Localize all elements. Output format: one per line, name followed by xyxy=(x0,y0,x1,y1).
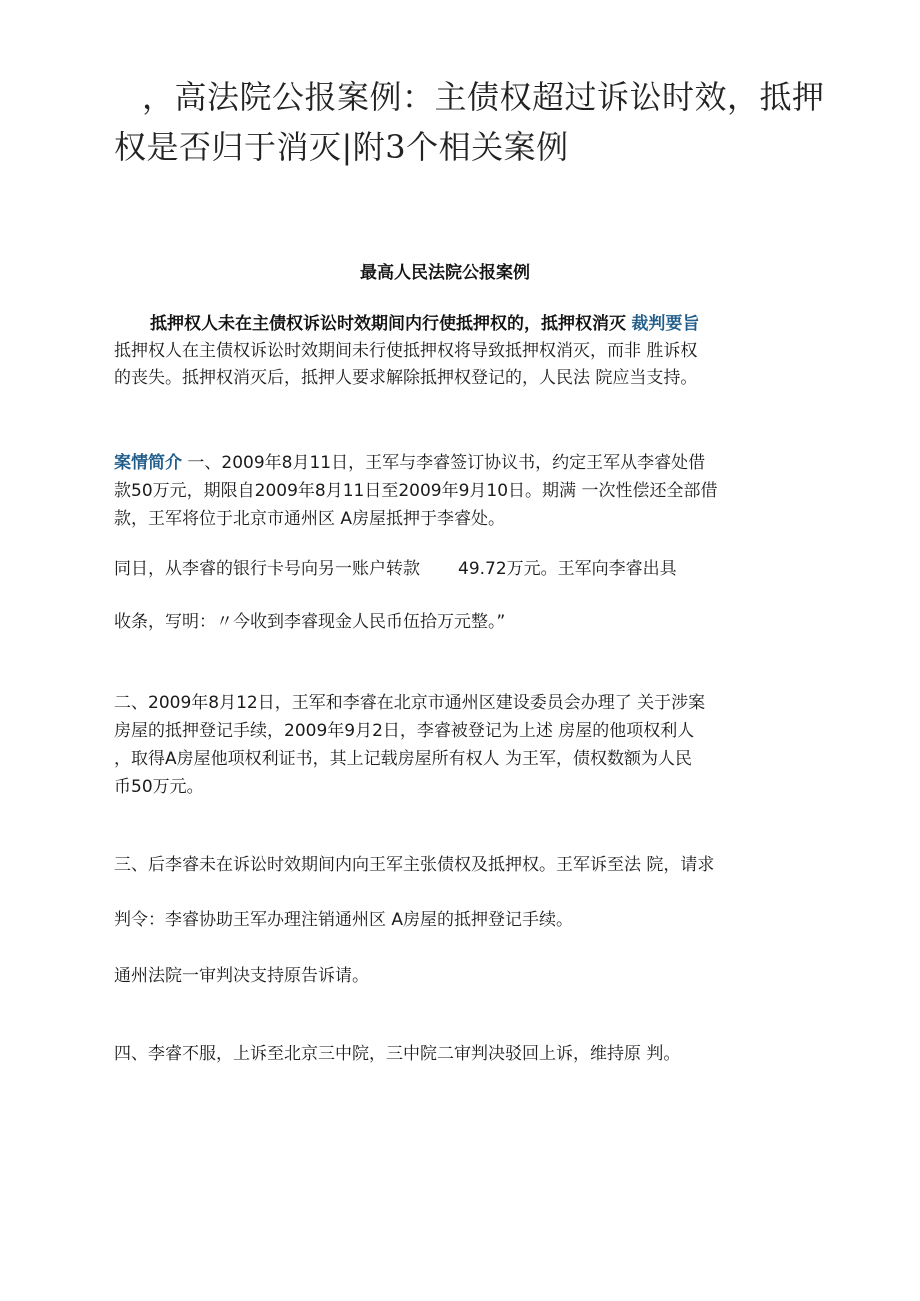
case-p2-b: 49.72万元。王军向李睿出具 xyxy=(458,559,677,579)
case-p2-a: 同日，从李睿的银行卡号向另一账户转款 xyxy=(114,559,420,579)
case-p4-line-1: 二、2009年8月12日，王军和李睿在北京市通州区建设委员会办理了 关于涉案 xyxy=(114,693,706,713)
gist-line-1: 抵押权人在主债权诉讼时效期间未行使抵押权将导致抵押权消灭，而非 胜诉权 xyxy=(114,341,698,361)
case-p4-line-2: 房屋的抵押登记手续，2009年9月2日，李睿被登记为上述 房屋的他项权利人 xyxy=(114,721,695,741)
title-line-2: 权是否归于消灭|附3个相关案例 xyxy=(114,128,569,166)
case-p7: 通州法院一审判决支持原告诉请。 xyxy=(114,966,369,986)
gist-line-2: 的丧失。抵押权消灭后，抵押人要求解除抵押权登记的，人民法 院应当支持。 xyxy=(114,368,698,388)
document-title xyxy=(114,72,825,172)
case-p8: 四、李睿不服，上诉至北京三中院，三中院二审判决驳回上诉，维持原 判。 xyxy=(114,1044,681,1064)
case-p5: 三、后李睿未在诉讼时效期间内向王军主张债权及抵押权。王军诉至法 院，请求 xyxy=(114,855,715,875)
title-line-1: ，高法院公报案例：主债权超过诉讼时效，抵押 xyxy=(142,78,825,116)
case-intro-line-1 xyxy=(114,450,814,477)
case-p1-line-3: 款，王军将位于北京市通州区 A房屋抵押于李睿处。 xyxy=(114,509,506,529)
case-p2 xyxy=(114,556,814,583)
case-p1-line-2: 款50万元，期限自2009年8月11日至2009年9月10日。期满 一次性偿还全部借 xyxy=(114,481,718,501)
headline-paragraph xyxy=(114,311,814,338)
gist-label: 裁判要旨 xyxy=(631,314,700,334)
headline: 抵押权人未在主债权诉讼时效期间内行使抵押权的，抵押权消灭 xyxy=(150,314,626,334)
case-p6: 判令：李睿协助王军办理注销通州区 A房屋的抵押登记手续。 xyxy=(114,910,574,930)
case-p1-line-1: 一、2009年8月11日，王军与李睿签订协议书，约定王军从李睿处借 xyxy=(182,453,706,473)
section-heading: 最高人民法院公报案例 xyxy=(360,263,530,283)
case-p4-line-4: 币50万元。 xyxy=(114,777,204,797)
case-p4-line-3: ，取得A房屋他项权利证书，其上记载房屋所有权人 为王军，债权数额为人民 xyxy=(114,749,693,769)
case-label: 案情简介 xyxy=(114,453,182,473)
case-p3: 收条，写明：〃今收到李睿现金人民币伍拾万元整。” xyxy=(114,612,506,632)
